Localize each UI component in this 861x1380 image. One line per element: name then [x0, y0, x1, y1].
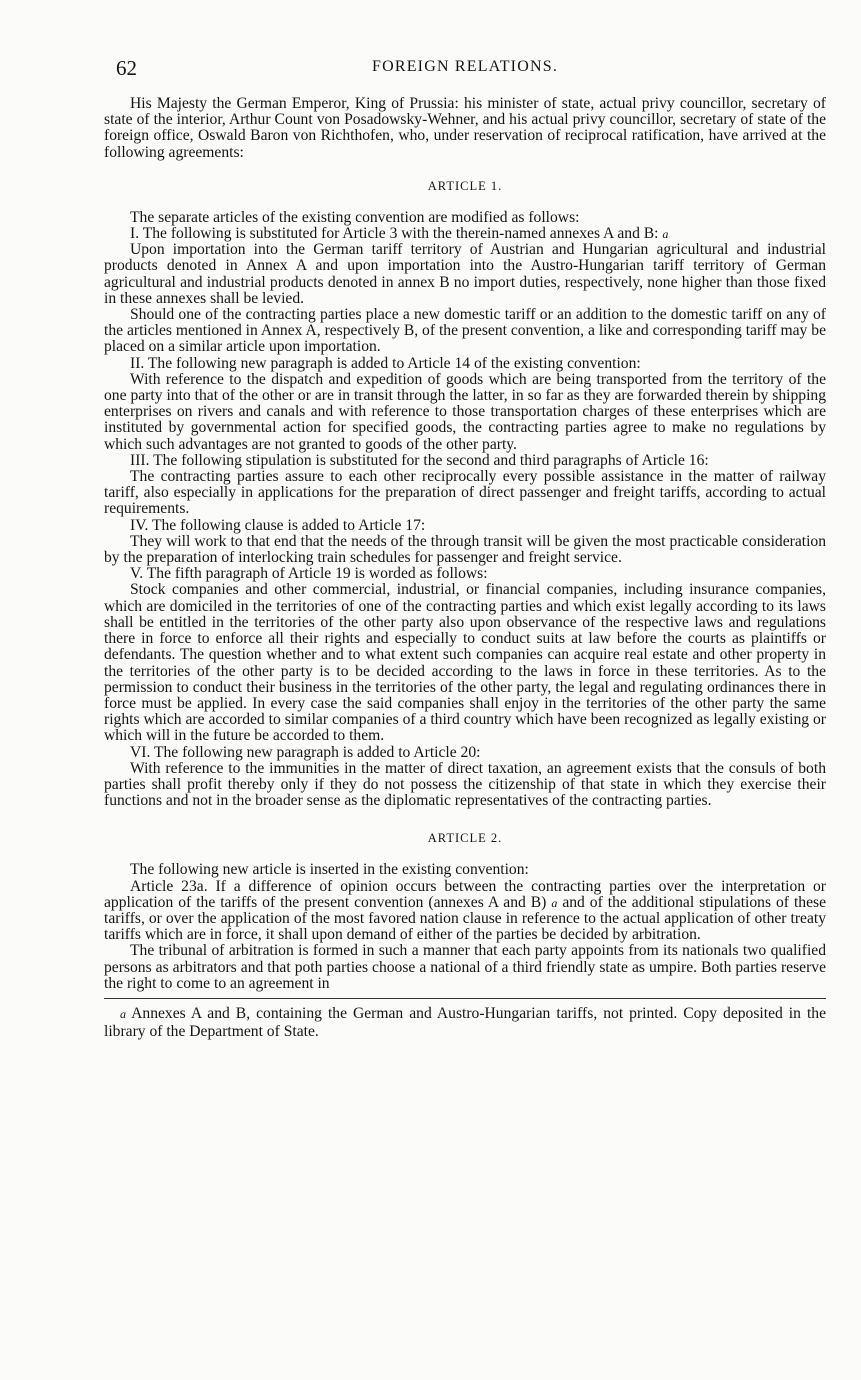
footnote-marker: a [551, 895, 558, 910]
article-2-body [104, 862, 826, 992]
article-1-heading: ARTICLE 1. [427, 178, 503, 193]
running-title: FOREIGN RELATIONS. [371, 58, 559, 75]
article-1-paragraph: The contracting parties assure to each other reciprocally every possible assistance in the matter of railway tariff, also especially in applications for the preparation of direct passenger and freight tariffs, according to actual requirements. [104, 468, 826, 518]
intro-paragraph: His Majesty the German Emperor, King of Prussia: his minister of state, actual privy councillor, secretary of state of the interior, Arthur Count von Posadowsky-Wehner, and his actual privy councillor, secretary of state of the foreign office, Oswald Baron von Richthofen, who, under reservation of reciprocal ratification, have arrived at the following agreements: [104, 95, 826, 161]
footnote [104, 1005, 826, 1041]
running-head [104, 56, 826, 86]
article-1-paragraph: IV. The following clause is added to Article 17: [130, 516, 426, 534]
article-1-paragraph: VI. The following new paragraph is added to Article 20: [130, 743, 481, 761]
article-1-paragraph: Should one of the contracting parties place a new domestic tariff or an addition to the domestic tariff on any of the articles mentioned in Annex A, respectively B, of the present convention, a like and corresponding tariff may be placed on a similar article upon importation. [104, 306, 826, 356]
document-page [104, 56, 826, 1041]
article-1-paragraph: They will work to that end that the needs of the through transit will be given the most practicable consideration by the preparation of interlocking train schedules for passenger and freight service. [104, 532, 826, 567]
article-1-paragraph: With reference to the immunities in the matter of direct taxation, an agreement exists that the consuls of both parties shall profit thereby only if they do not possess the citizenship of that state in which they exercise their functions and not in the broader sense as the diplomatic representatives of the contracting parties. [104, 759, 826, 810]
article-1-paragraph: The separate articles of the existing convention are modified as follows: [130, 208, 580, 226]
article-1-paragraph: Stock companies and other commercial, industrial, or financial companies, including insurance companies, which are domiciled in the territories of one of the contracting parties and which exist legally according to its laws shall be entitled in the territories of the other party also upon observance of the respective laws and regulations there in force to enforce all their rights and especially to conduct suits at law before the courts as plaintiffs or defendants. The question whether and to what extent such companies can acquire real estate and other property in the territories of the other party is to be decided according to the laws in force in these territories. As to the permission to conduct their business in the territories of the other party, the legal and regulating ordinances there in force must be applied. In every case the said companies shall enjoy in the territories of the other party the same rights which are accorded to similar companies of a third country which have been recognized as legally existing or which will in the future be accorded to them. [104, 581, 826, 745]
article-1-paragraph: II. The following new paragraph is added to Article 14 of the existing convention: [130, 354, 641, 372]
article-1-paragraph: Upon importation into the German tariff territory of Austrian and Hungarian agricultural and industrial products denoted in Annex A and upon importation into the Austro-Hungarian tariff territory of German agricultural and industrial products denoted in annex B no import duties, respectively, none higher than those fixed in these annexes shall be levied. [104, 241, 826, 307]
article-2-paragraph-text: and of the additional stipulations of these tariffs, or over the application of the most favored nation clause in reference to the actual application of other treaty tariffs which are in force, it shall upon demand of either of the parties be decided by arbitration. [104, 893, 826, 944]
footnote-marker: a [120, 1006, 126, 1021]
article-2-heading: ARTICLE 2. [427, 831, 503, 846]
article-1-paragraph [104, 226, 826, 242]
footnote-text: Annexes A and B, containing the German and Austro-Hungarian tariffs, not printed. Copy deposited in the library of the Department of State. [104, 1004, 826, 1040]
article-1-paragraph-text: I. The following is substituted for Article 3 with the therein-named annexes A and B: [130, 225, 659, 243]
article-1-paragraph: III. The following stipulation is substituted for the second and third paragraphs of Article 16: [130, 451, 709, 469]
footnote-divider [104, 998, 826, 999]
article-2-paragraph-text: Article 23a. If a difference of opinion occurs between the contracting parties over the interpretation or application of the tariffs of the present convention (annexes A and B) [104, 877, 826, 911]
article-2-paragraph [104, 879, 826, 944]
article-2-paragraph: The following new article is inserted in the existing convention: [130, 861, 529, 879]
page-number: 62 [116, 56, 137, 80]
footnote-marker: a [662, 227, 669, 242]
article-1-paragraph: V. The fifth paragraph of Article 19 is worded as follows: [130, 565, 488, 583]
article-1-body [104, 210, 826, 810]
article-1-paragraph: With reference to the dispatch and expedition of goods which are being transported from the territory of the one party into that of the other or are in transit through the latter, in so far as they are forwarded therein by shipping enterprises on rivers and canals and with reference to those transportation charges of these enterprises which are instituted by governmental action for specified goods, the contracting parties agree to make no regulations by which such advantages are not granted to goods of the other party. [104, 370, 826, 453]
article-2-paragraph: The tribunal of arbitration is formed in such a manner that each party appoints from its nationals two qualified persons as arbitrators and that poth parties choose a national of a third friendly state as umpire. Both parties reserve the right to come to an agreement in [104, 942, 826, 992]
